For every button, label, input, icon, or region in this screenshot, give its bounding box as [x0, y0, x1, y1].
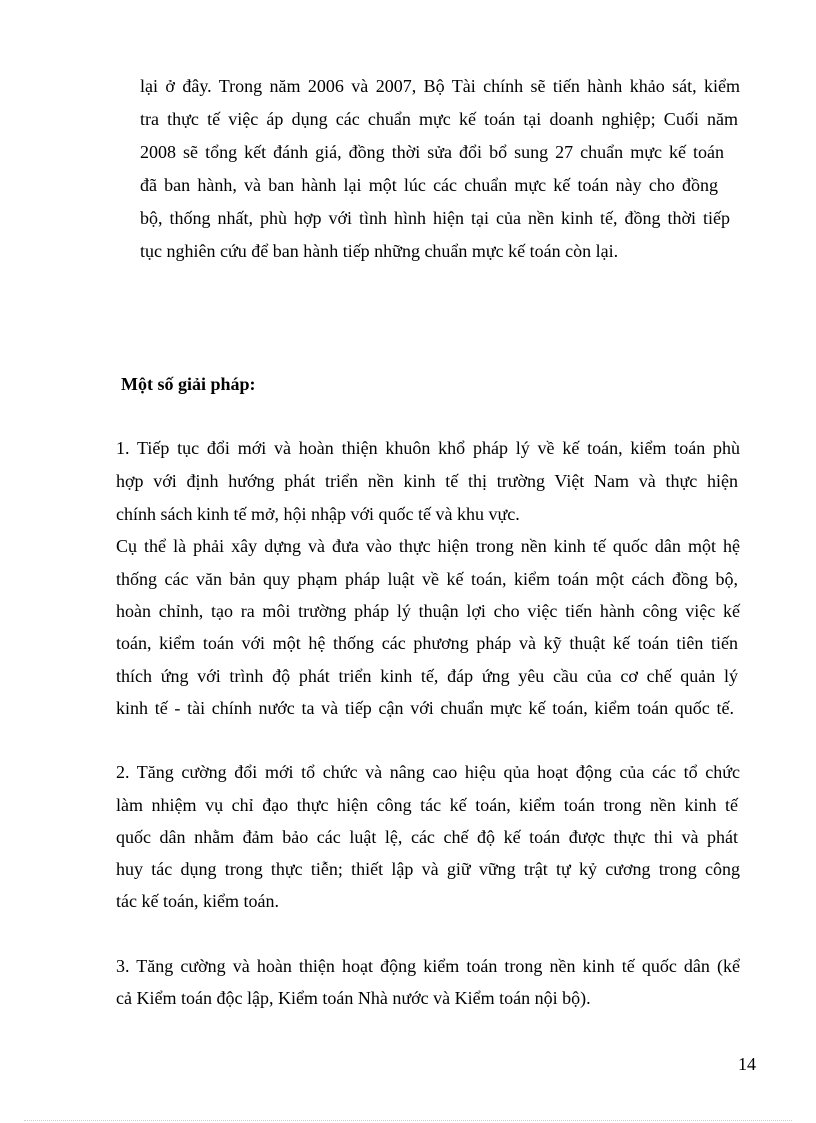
solution-1-line: hợp với định hướng phát triển nền kinh tế thị trường Việt Nam và thực hiện	[116, 471, 738, 491]
solution-1-detail-line: kinh tế - tài chính nước ta và tiếp cận với chuẩn mực kế toán, kiểm toán quốc tế.	[116, 698, 734, 718]
solution-1-detail-line: Cụ thể là phải xây dựng và đưa vào thực hiện trong nền kinh tế quốc dân một hệ	[116, 536, 740, 556]
footer-divider	[24, 1120, 792, 1121]
solution-3-line: 3. Tăng cường và hoàn thiện hoạt động kiểm toán trong nền kinh tế quốc dân (kể	[116, 956, 740, 976]
solution-1-detail-line: thống các văn bản quy phạm pháp luật về kế toán, kiểm toán một cách đồng bộ,	[116, 569, 738, 589]
solution-1-detail-line: hoàn chỉnh, tạo ra môi trường pháp lý thuận lợi cho việc tiến hành công việc kế	[116, 601, 740, 621]
solution-2-line: 2. Tăng cường đổi mới tổ chức và nâng cao hiệu qủa hoạt động của các tổ chức	[116, 762, 740, 782]
solution-1-detail-line: toán, kiểm toán với một hệ thống các phương pháp và kỹ thuật kế toán tiên tiến	[116, 633, 738, 653]
solution-1-line: chính sách kinh tế mở, hội nhập với quốc tế và khu vực.	[116, 504, 520, 524]
intro-line: 2008 sẽ tổng kết đánh giá, đồng thời sửa đổi bổ sung 27 chuẩn mực kế toán	[140, 142, 724, 162]
intro-line: tra thực tế việc áp dụng các chuẩn mực kế toán tại doanh nghiệp; Cuối năm	[140, 109, 738, 129]
solution-2-line: quốc dân nhằm đảm bảo các luật lệ, các chế độ kế toán được thực thi và phát	[116, 827, 738, 847]
intro-line: đã ban hành, và ban hành lại một lúc các chuẩn mực kế toán này cho đồng	[140, 175, 718, 195]
intro-line: tục nghiên cứu để ban hành tiếp những chuẩn mực kế toán còn lại.	[140, 241, 619, 261]
solution-2-line: tác kế toán, kiểm toán.	[116, 891, 279, 911]
solution-3-line: cả Kiểm toán độc lập, Kiểm toán Nhà nước và Kiểm toán nội bộ).	[116, 988, 591, 1008]
intro-line: lại ở đây. Trong năm 2006 và 2007, Bộ Tài chính sẽ tiến hành khảo sát, kiểm	[140, 76, 740, 96]
solution-1-line: 1. Tiếp tục đổi mới và hoàn thiện khuôn khổ pháp lý về kế toán, kiểm toán phù	[116, 438, 740, 458]
solution-1-detail-line: thích ứng với trình độ phát triển kinh tế, đáp ứng yêu cầu của cơ chế quản lý	[116, 666, 738, 686]
intro-line: bộ, thống nhất, phù hợp với tình hình hiện tại của nền kinh tế, đồng thời tiếp	[140, 208, 730, 228]
solution-2-line: làm nhiệm vụ chỉ đạo thực hiện công tác kế toán, kiểm toán trong nền kinh tế	[116, 795, 738, 815]
solution-2-line: huy tác dụng trong thực tiễn; thiết lập và giữ vững trật tự kỷ cương trong công	[116, 859, 740, 879]
section-heading: Một số giải pháp:	[121, 374, 256, 394]
page-number: 14	[738, 1054, 756, 1074]
